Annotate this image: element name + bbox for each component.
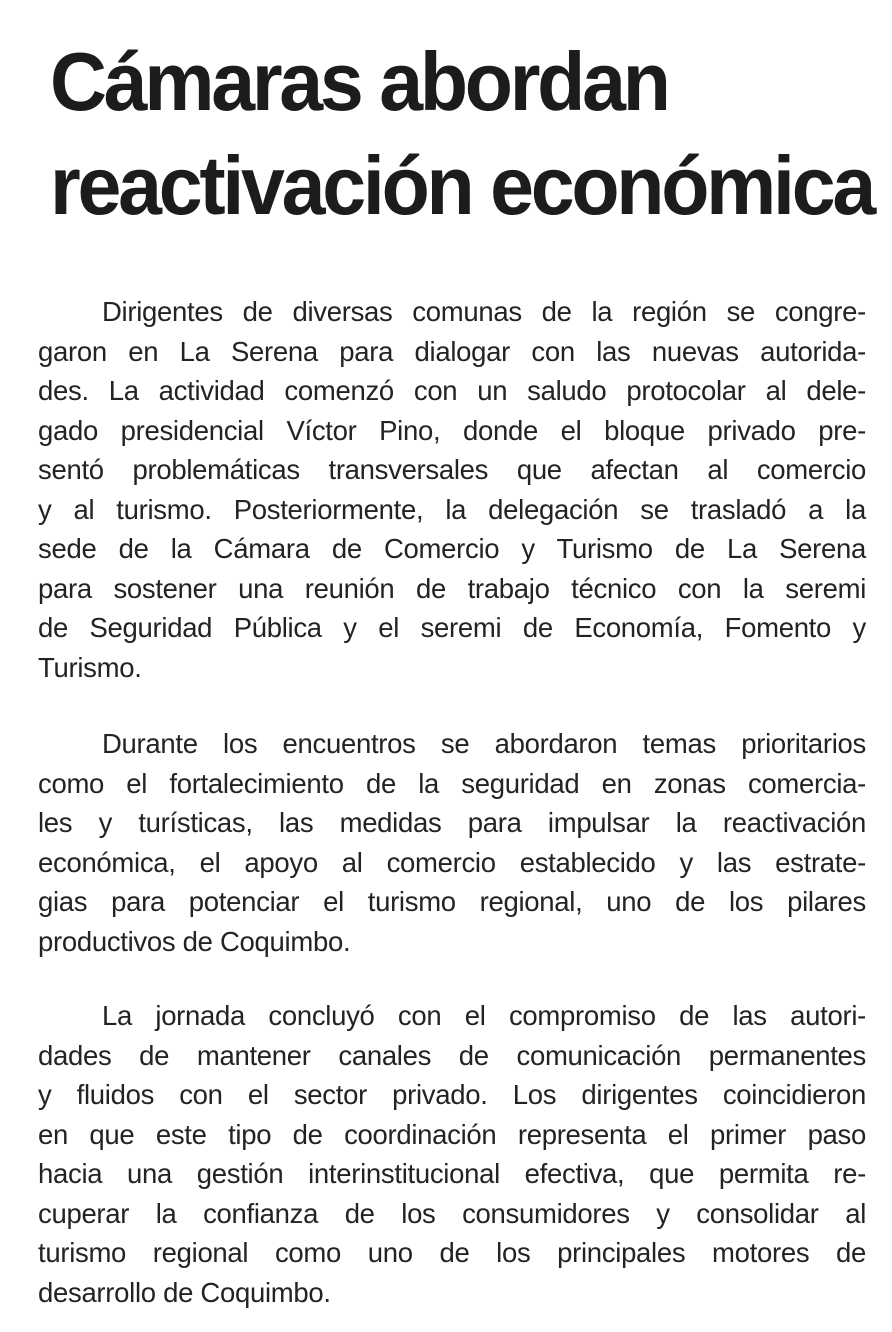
paragraph-1-line-2: garon en La Serena para dialogar con las nuevas autorida-	[38, 335, 866, 367]
paragraph-1	[38, 292, 866, 687]
paragraph-3-line-8: desarrollo de Coquimbo.	[38, 1276, 331, 1308]
paragraph-3-line-1: La jornada concluyó con el compromiso de las autori-	[102, 1000, 866, 1031]
paragraph-3-line-7: turismo regional como uno de los principales motores de	[38, 1237, 866, 1268]
paragraph-1-line-10: Turismo.	[38, 651, 142, 683]
paragraph-1-line-1: Dirigentes de diversas comunas de la región se congre-	[102, 296, 866, 327]
paragraph-3-line-5: hacia una gestión interinstitucional efectiva, que permita re-	[38, 1158, 866, 1189]
paragraph-3-line-3: y fluidos con el sector privado. Los dirigentes coincidieron	[38, 1079, 866, 1110]
paragraph-3	[38, 996, 866, 1312]
article-headline	[50, 30, 873, 238]
paragraph-1-line-9: de Seguridad Pública y el seremi de Economía, Fomento y	[38, 612, 866, 643]
paragraph-1-line-5: sentó problemáticas transversales que afectan al comercio	[38, 454, 866, 485]
paragraph-2-line-5: gias para potenciar el turismo regional, uno de los pilares	[38, 886, 866, 917]
paragraph-1-line-6: y al turismo. Posteriormente, la delegación se trasladó a la	[38, 493, 866, 525]
paragraph-2-line-4: económica, el apoyo al comercio establecido y las estrate-	[38, 846, 866, 878]
paragraph-2-line-1: Durante los encuentros se abordaron temas prioritarios	[102, 728, 866, 759]
paragraph-3-line-2: dades de mantener canales de comunicación permanentes	[38, 1039, 866, 1071]
paragraph-3-line-6: cuperar la confianza de los consumidores y consolidar al	[38, 1197, 866, 1229]
paragraph-2-line-2: como el fortalecimiento de la seguridad en zonas comercia-	[38, 767, 866, 799]
paragraph-1-line-8: para sostener una reunión de trabajo técnico con la seremi	[38, 572, 866, 604]
paragraph-2-line-3: les y turísticas, las medidas para impulsar la reactivación	[38, 807, 866, 838]
paragraph-1-line-7: sede de la Cámara de Comercio y Turismo de La Serena	[38, 533, 866, 564]
paragraph-3-line-4: en que este tipo de coordinación representa el primer paso	[38, 1118, 866, 1150]
headline-line-2: reactivación económica	[50, 139, 873, 232]
paragraph-1-line-4: gado presidencial Víctor Pino, donde el bloque privado pre-	[38, 414, 866, 446]
headline-line-1: Cámaras abordan	[50, 35, 668, 128]
paragraph-2	[38, 724, 866, 961]
paragraph-2-line-6: productivos de Coquimbo.	[38, 925, 351, 957]
paragraph-1-line-3: des. La actividad comenzó con un saludo protocolar al dele-	[38, 375, 866, 406]
